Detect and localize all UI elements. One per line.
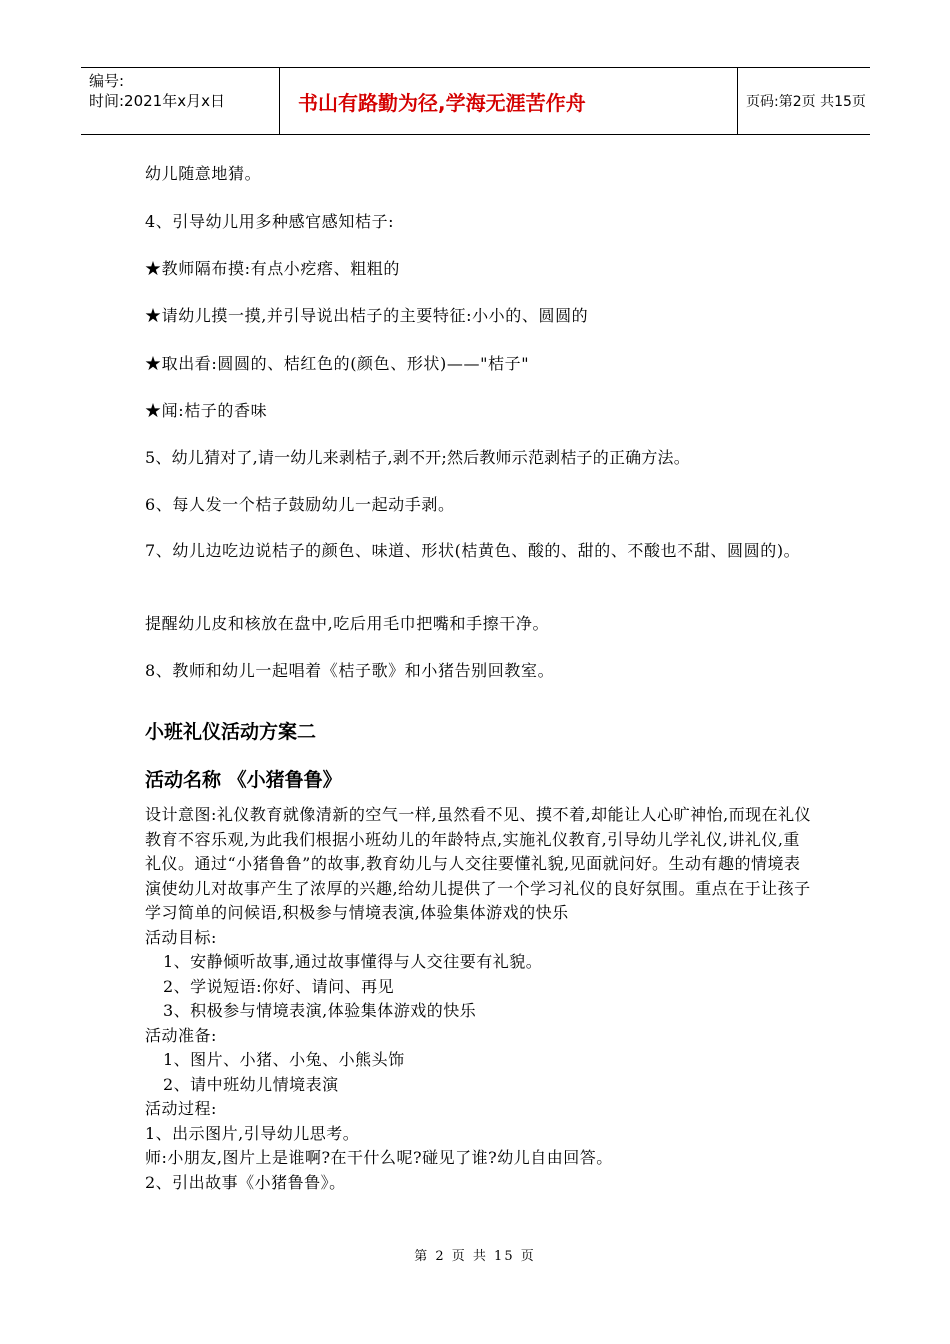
header-meta bbox=[81, 68, 280, 134]
paragraph: 提醒幼儿皮和核放在盘中,吃后用毛巾把嘴和手擦干净。 bbox=[145, 614, 550, 633]
section-heading: 小班礼仪活动方案二 bbox=[145, 721, 317, 743]
paragraph: ★请幼儿摸一摸,并引导说出桔子的主要特征:小小的、圆圆的 bbox=[145, 306, 589, 325]
design-intent-paragraph: 设计意图:礼仪教育就像清新的空气一样,虽然看不见、摸不着,却能让人心旷神怡,而现在礼仪教育不容乐观,为此我们根据小班幼儿的年龄特点,实施礼仪教育,引导幼儿学礼仪,讲礼仪,重礼仪。通过“小猪鲁鲁”的故事,教育幼儿与人交往要懂礼貌,见面就问好。生动有趣的情境表演使幼儿对故事产生了浓厚的兴趣,给幼儿提供了一个学习礼仪的良好氛围。重点在于让孩子学习简单的问候语,积极参与情境表演,体验集体游戏的快乐 bbox=[145, 805, 812, 922]
header-motto: 书山有路勤为径,学海无涯苦作舟 bbox=[280, 68, 738, 134]
activity-plan bbox=[145, 803, 813, 1195]
goal-item: 3、积极参与情境表演,体验集体游戏的快乐 bbox=[163, 1001, 477, 1020]
paragraph: 4、引导幼儿用多种感官感知桔子: bbox=[145, 212, 395, 231]
goals-label: 活动目标: bbox=[145, 927, 217, 947]
prep-item: 1、图片、小猪、小兔、小熊头饰 bbox=[163, 1050, 405, 1069]
paragraph: ★闻:桔子的香味 bbox=[145, 401, 268, 420]
process-item: 1、出示图片,引导幼儿思考。 bbox=[145, 1123, 360, 1143]
paragraph: ★取出看:圆圆的、桔红色的(颜色、形状)——"桔子" bbox=[145, 354, 530, 373]
header-page-info: 页码:第2页 共15页 bbox=[746, 94, 866, 110]
goal-item: 1、安静倾听故事,通过故事懂得与人交往要有礼貌。 bbox=[163, 952, 543, 971]
paragraph: ★教师隔布摸:有点小疙瘩、粗粗的 bbox=[145, 259, 400, 278]
prep-label: 活动准备: bbox=[145, 1025, 217, 1045]
document-number-label: 编号: bbox=[89, 72, 125, 90]
process-item: 2、引出故事《小猪鲁鲁》。 bbox=[145, 1172, 346, 1192]
process-item: 师:小朋友,图片上是谁啊?在干什么呢?碰见了谁?幼儿自由回答。 bbox=[145, 1148, 613, 1167]
activity-name-heading: 活动名称 《小猪鲁鲁》 bbox=[145, 769, 342, 791]
paragraph: 幼儿随意地猜。 bbox=[145, 164, 262, 183]
paragraph: 5、幼儿猜对了,请一幼儿来剥桔子,剥不开;然后教师示范剥桔子的正确方法。 bbox=[145, 448, 690, 467]
prep-item: 2、请中班幼儿情境表演 bbox=[163, 1074, 339, 1094]
document-date-label: 时间:2021年x月x日 bbox=[89, 92, 225, 110]
paragraph: 7、幼儿边吃边说桔子的颜色、味道、形状(桔黄色、酸的、甜的、不酸也不甜、圆圆的)。 bbox=[145, 541, 801, 560]
paragraph: 6、每人发一个桔子鼓励幼儿一起动手剥。 bbox=[145, 495, 455, 514]
page-header bbox=[81, 67, 870, 135]
paragraph: 8、教师和幼儿一起唱着《桔子歌》和小猪告别回教室。 bbox=[145, 661, 555, 680]
goal-item: 2、学说短语:你好、请问、再见 bbox=[163, 976, 395, 996]
page-footer: 第 2 页 共 15 页 bbox=[414, 1249, 536, 1264]
process-label: 活动过程: bbox=[145, 1099, 217, 1118]
